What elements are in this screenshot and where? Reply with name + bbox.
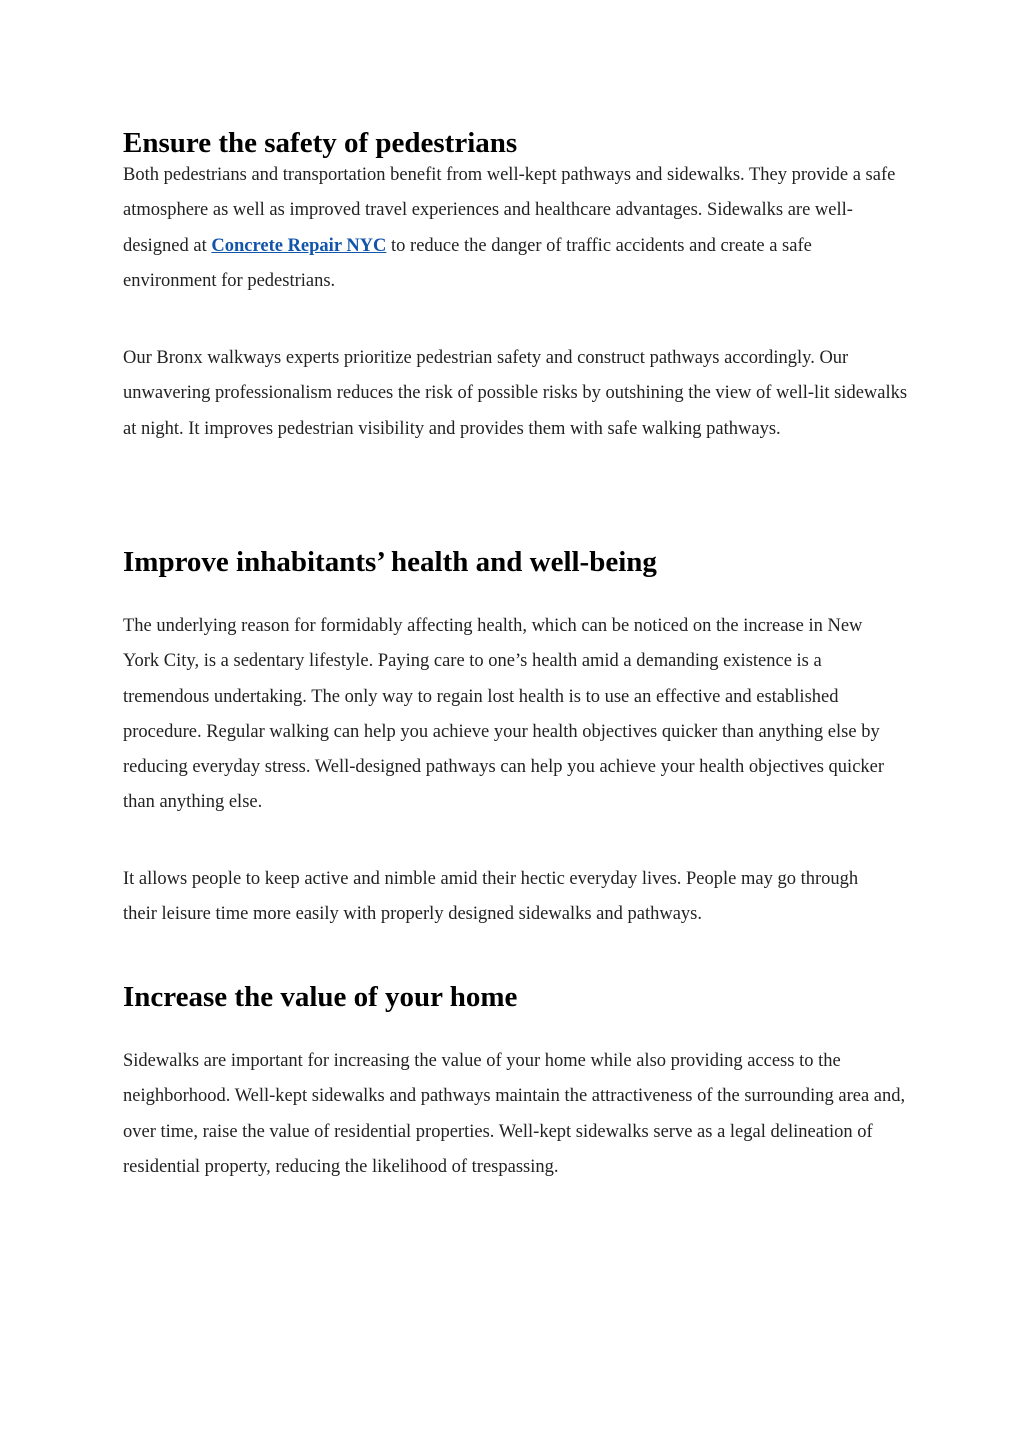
- paragraph-text-before-link: Both pedestrians and transportation benefit from well-kept pathways and sidewalks. They provide a safe atmosphere as well as improved travel experiences and healthcare advantages. Sidewalks are well-designed at: [123, 165, 896, 256]
- section-heading-health-wellbeing: Improve inhabitants’ health and well-being: [123, 546, 657, 578]
- section-heading-pedestrian-safety: Ensure the safety of pedestrians: [123, 127, 518, 159]
- paragraph-sedentary-lifestyle: The underlying reason for formidably affecting health, which can be noticed on the increase in New York City, is a sedentary lifestyle. Paying care to one’s health amid a demanding existence is a tremendous undertaking. The only way to regain lost health is to use an effective and established procedure. Regular walking can help you achieve your health objectives quicker than anything else by reducing everyday stress. Well-designed pathways can help you achieve your health objectives quicker than anything else.: [123, 616, 885, 813]
- concrete-repair-nyc-link[interactable]: Concrete Repair NYC: [211, 235, 387, 256]
- paragraph-sidewalk-home-value: Sidewalks are important for increasing the value of your home while also providing access to the neighborhood. Well-kept sidewalks and pathways maintain the attractiveness of the surrounding area and, over time, raise the value of residential properties. Well-kept sidewalks serve as a legal delineation of residential property, reducing the likelihood of trespassing.: [123, 1051, 906, 1177]
- paragraph-pedestrian-benefits: [123, 158, 903, 299]
- paragraph-bronx-walkways-experts: Our Bronx walkways experts prioritize pedestrian safety and construct pathways accordingly. Our unwavering professionalism reduces the risk of possible risks by outshining the view of well-lit sidewalks at night. It improves pedestrian visibility and provides them with safe walking pathways.: [123, 348, 908, 439]
- paragraph-active-lives: It allows people to keep active and nimble amid their hectic everyday lives. People may go through their leisure time more easily with properly designed sidewalks and pathways.: [123, 869, 859, 925]
- section-heading-home-value: Increase the value of your home: [123, 981, 518, 1013]
- paragraph-text-after-link: to reduce the danger of traffic accidents and create a safe environment for pedestrians.: [123, 235, 812, 291]
